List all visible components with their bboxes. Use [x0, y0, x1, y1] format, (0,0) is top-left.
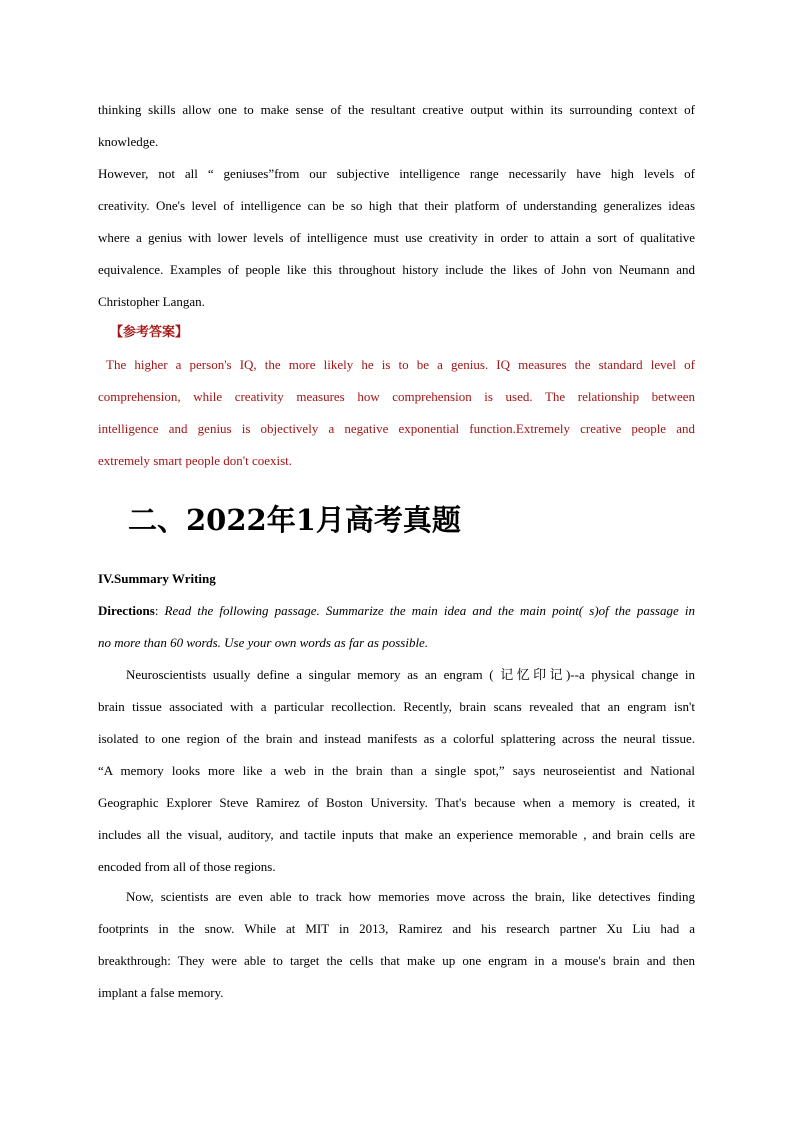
- text-line: Geographic Explorer Steve Ramirez of Boston University. That's because when a memory is created, it: [98, 795, 695, 810]
- directions-colon: :: [154, 603, 165, 618]
- text-line: where a genius with lower levels of intelligence must use creativity in order to attain a sort of qualitative: [98, 230, 695, 245]
- directions-text: Read the following passage. Summarize the main idea and the main point( s)of the passage in: [164, 603, 695, 618]
- text-line: encoded from all of those regions.: [98, 859, 276, 874]
- text-line: footprints in the snow. While at MIT in 2013, Ramirez and his research partner Xu Liu had a: [98, 921, 695, 936]
- text-line: creativity. One's level of intelligence can be so high that their platform of understanding generalizes ideas: [98, 198, 695, 213]
- paragraph-geniuses: [98, 158, 695, 318]
- answer-line: extremely smart people don't coexist.: [98, 453, 293, 468]
- text-line: implant a false memory.: [98, 985, 224, 1000]
- text-line: thinking skills allow one to make sense of the resultant creative output within its surrounding context of: [98, 102, 695, 117]
- text-line: breakthrough: They were able to target the cells that make up one engram in a mouse's brain and then: [98, 953, 695, 968]
- text-line: However, not all “ geniuses”from our subjective intelligence range necessarily have high levels of: [98, 166, 695, 181]
- answer-line: comprehension, while creativity measures how comprehension is used. The relationship between: [98, 389, 695, 404]
- text-line: Now, scientists are even able to track how memories move across the brain, like detectives finding: [126, 889, 695, 904]
- answer-line: intelligence and genius is objectively a negative exponential function.Extremely creative people and: [98, 421, 695, 436]
- answer-heading: 【参考答案】: [110, 325, 189, 340]
- text-line: isolated to one region of the brain and instead manifests as a colorful splattering across the neural tissue.: [98, 731, 695, 746]
- answer-line: The higher a person's IQ, the more likely he is to be a genius. IQ measures the standard level of: [106, 357, 695, 372]
- text-line: equivalence. Examples of people like this throughout history include the likes of John von Neumann and: [98, 262, 695, 277]
- passage-paragraph-2: [98, 881, 695, 1009]
- section-title: 二、2022年1月高考真题: [128, 503, 461, 537]
- passage-paragraph-1: [98, 659, 695, 883]
- text-line: Neuroscientists usually define a singular memory as an engram ( 记忆印记)--a physical change in: [126, 667, 695, 682]
- text-line: includes all the visual, auditory, and tactile inputs that make an experience memorable , and brain cells are: [98, 827, 695, 842]
- directions-line: [98, 595, 695, 627]
- text-line: brain tissue associated with a particular recollection. Recently, brain scans revealed that an engram isn't: [98, 699, 695, 714]
- section-title-wrap: [98, 500, 695, 540]
- text-line: Christopher Langan.: [98, 294, 205, 309]
- summary-writing-section: [98, 563, 695, 659]
- directions-line: no more than 60 words. Use your own words as far as possible.: [98, 635, 429, 650]
- text-line: “A memory looks more like a web in the brain than a single spot,” says neuroseientist and National: [98, 763, 695, 778]
- reference-answer: [98, 317, 695, 477]
- directions-label: Directions: [98, 603, 155, 618]
- continuation-paragraph: [98, 94, 695, 158]
- text-line: knowledge.: [98, 134, 159, 149]
- sub-heading: IV.Summary Writing: [98, 571, 216, 586]
